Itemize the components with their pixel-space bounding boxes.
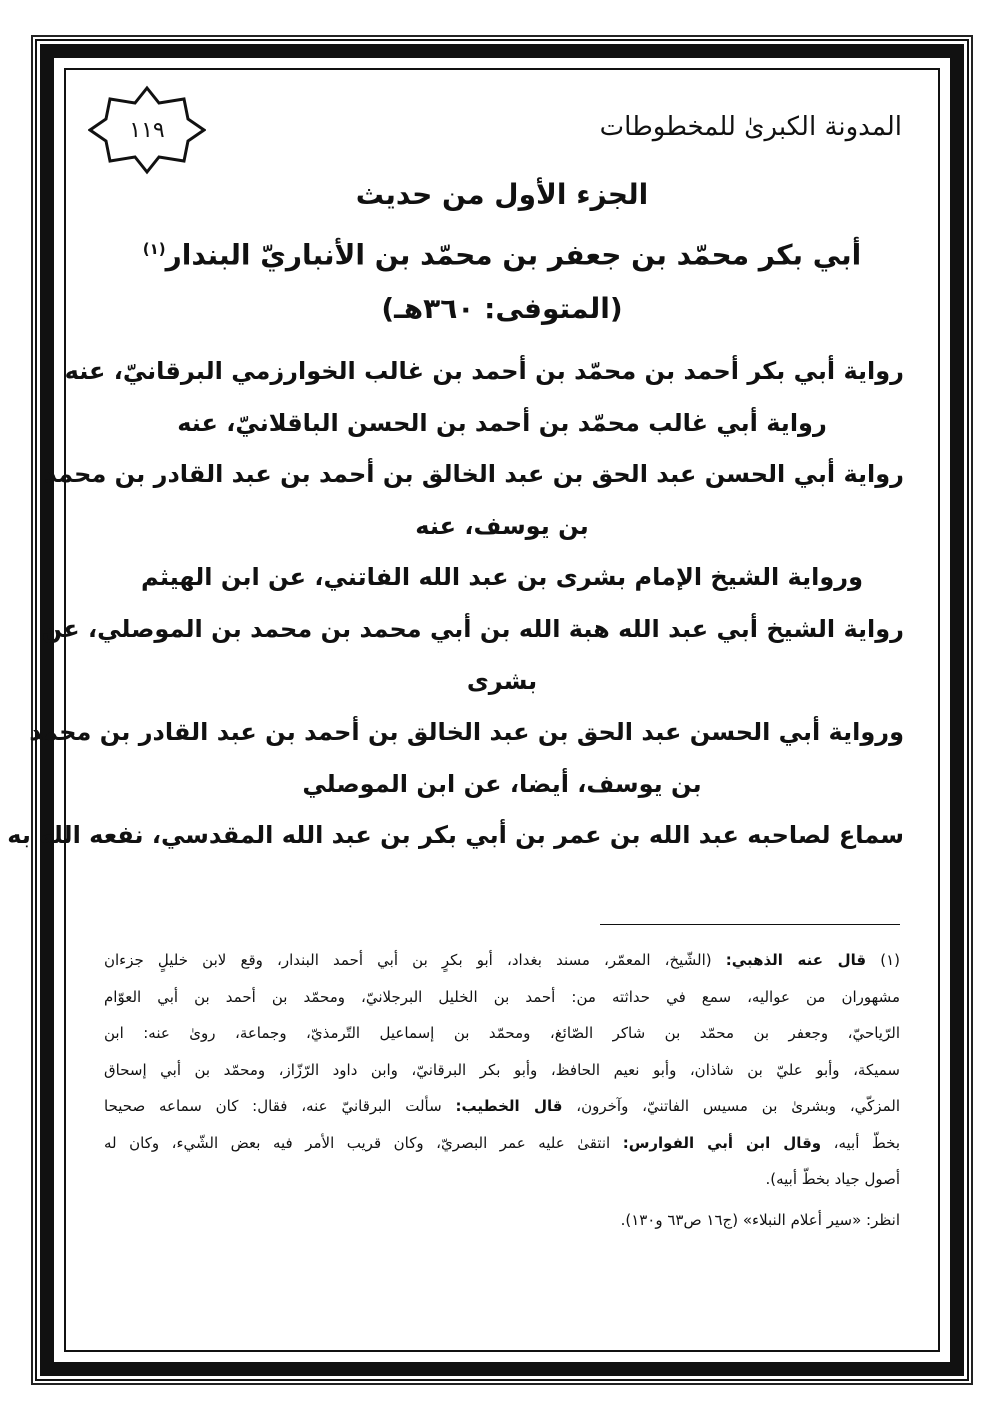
page-number: ١١٩	[129, 117, 165, 143]
chain-line: بن يوسف، أيضا، عن ابن الموصلي	[302, 769, 702, 798]
footnote-marker: (١)	[142, 240, 166, 258]
footnote-line: الرّياحيّ، وجعفر بن محمّد بن شاكر الصّائغ، ومحمّد بن إسماعيل التّرمذيّ، وجماعة، روىٰ عنه: ابن	[104, 1024, 900, 1042]
footnote-text: انتقىٰ عليه عمر البصريّ، وكان قريب الأمر فيه بعض الشّيء، وكان له	[104, 1133, 611, 1152]
title-line-2	[100, 222, 904, 282]
page-number-badge	[88, 85, 206, 175]
footnote-reference: انظر: «سير أعلام النبلاء» (ج١٦ ص٦٣ و١٣٠).	[620, 1210, 900, 1229]
document-title	[100, 168, 904, 336]
title-line-1: الجزء الأول من حديث	[355, 178, 649, 211]
chain-line: رواية الشيخ أبي عبد الله هبة الله بن أبي محمد بن محمد بن الموصلي، عن	[41, 614, 904, 643]
chain-line: ورواية أبي الحسن عبد الحق بن عبد الخالق بن أحمد بن عبد القادر بن محمد	[29, 718, 904, 747]
footnote-separator	[600, 924, 900, 925]
transmission-chain	[7, 346, 904, 862]
footnote-line	[104, 1125, 900, 1162]
footnote-number: (١)	[880, 951, 900, 969]
footnote	[104, 942, 900, 1238]
footnote-line	[104, 942, 900, 979]
book-title: المدونة الكبرىٰ للمخطوطات	[599, 112, 902, 142]
title-line-2-text: أبي بكر محمّد بن جعفر بن محمّد بن الأنباريّ البندار	[165, 238, 862, 272]
title-line-3: (المتوفى: ٣٦٠هـ)	[381, 292, 623, 326]
footnote-bold: قال عنه الذهبي:	[725, 951, 867, 969]
footnote-text: المزكّي، وبشرىٰ بن مسيس الفاتنيّ، وآخرون،	[576, 1097, 900, 1115]
chain-line: سماع لصاحبه عبد الله بن عمر بن أبي بكر بن عبد الله المقدسي، نفعه الله به	[7, 821, 904, 850]
chain-line: رواية أبي غالب محمّد بن أحمد بن الحسن الباقلانيّ، عنه	[177, 408, 827, 437]
chain-line: رواية أبي بكر أحمد بن محمّد بن أحمد بن غالب الخوارزمي البرقانيّ، عنه	[64, 357, 904, 385]
footnote-line: سميكة، وأبو عليّ بن شاذان، وأبو نعيم الحافظ، وأبو بكر البرقانيّ، وابن داود الرّزّاز، ومحمّد بن أبي إسحاق	[104, 1060, 900, 1079]
chain-line: ورواية الشيخ الإمام بشرى بن عبد الله الفاتني، عن ابن الهيثم	[141, 563, 863, 592]
footnote-bold: وقال ابن أبي الفوارس:	[622, 1133, 822, 1152]
footnote-line: أصول جياد بخطّ أبيه).	[765, 1170, 900, 1188]
footnote-text: بخطّ أبيه،	[833, 1133, 900, 1152]
chain-line: رواية أبي الحسن عبد الحق بن عبد الخالق بن أحمد بن عبد القادر بن محمد	[44, 460, 904, 489]
chain-line: بن يوسف، عنه	[415, 511, 589, 540]
footnote-line: مشهوران من عواليه، سمع في حداثته من: أحمد بن الخليل البرجلانيّ، ومحمّد بن أحمد بن أبي العوّام	[104, 987, 900, 1006]
footnote-bold: قال الخطيب:	[455, 1097, 563, 1115]
footnote-line	[104, 1088, 900, 1125]
chain-line: بشرى	[466, 666, 538, 695]
footnote-text: سألت البرقانيّ عنه، فقال: كان سماعه صحيحا	[104, 1097, 442, 1115]
footnote-text: (الشّيخ، المعمّر، مسند بغداد، أبو بكرٍ بن أبي أحمد البندار، وقع لابن خليلٍ جزءان	[104, 951, 712, 969]
